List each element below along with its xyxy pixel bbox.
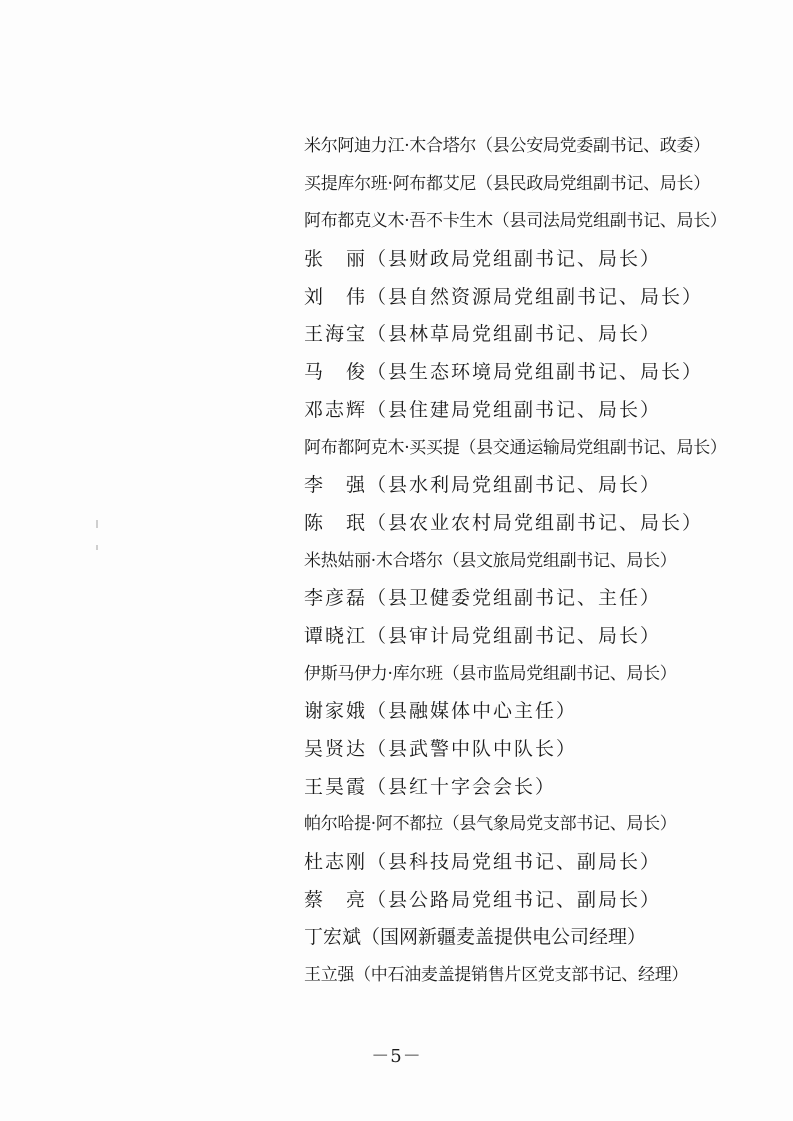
- member-line: 刘 伟（县自然资源局党组副书记、局长）: [304, 285, 704, 308]
- member-line: 李 强（县水利局党组副书记、局长）: [304, 474, 662, 497]
- member-line: 王海宝（县林草局党组副书记、局长）: [304, 323, 662, 346]
- member-list: [304, 128, 744, 995]
- member-line: 帕尔哈提·阿不都拉（县气象局党支部书记、局长）: [304, 814, 677, 835]
- member-line: 阿布都克义木·吾不卡生木（县司法局党组副书记、局长）: [304, 211, 727, 232]
- member-line: 阿布都阿克木·买买提（县交通运输局党组副书记、局长）: [304, 437, 727, 458]
- member-line: 丁宏斌（国网新疆麦盖提供电公司经理）: [304, 926, 647, 949]
- member-line: 王昊霞（县红十字会会长）: [304, 775, 557, 798]
- member-line: 王立强（中石油麦盖提销售片区党支部书记、经理）: [304, 965, 689, 986]
- member-line: 米热姑丽·木合塔尔（县文旅局党组副书记、局长）: [304, 550, 677, 571]
- member-line: 吴贤达（县武警中队中队长）: [304, 738, 578, 760]
- member-line: 谢家娥（县融媒体中心主任）: [304, 700, 578, 723]
- member-line: 马 俊（县生态环境局党组副书记、局长）: [304, 361, 704, 384]
- member-line: 买提库尔班·阿布都艾尼（县民政局党组副书记、局长）: [304, 173, 710, 194]
- scan-speck: [96, 545, 98, 550]
- member-line: 李彦磊（县卫健委党组副书记、主任）: [304, 587, 662, 610]
- scan-speck: [96, 520, 98, 528]
- member-line: 米尔阿迪力江·木合塔尔（县公安局党委副书记、政委）: [304, 136, 710, 156]
- member-line: 邓志辉（县住建局党组副书记、局长）: [304, 398, 662, 421]
- member-line: 谭晓江（县审计局党组副书记、局长）: [304, 624, 662, 647]
- member-line: 伊斯马伊力·库尔班（县市监局党组副书记、局长）: [304, 663, 677, 684]
- member-line: 张 丽（县财政局党组副书记、局长）: [304, 248, 662, 271]
- member-line: 蔡 亮（县公路局党组书记、副局长）: [304, 888, 662, 911]
- member-line: 杜志刚（县科技局党组书记、副局长）: [304, 851, 662, 874]
- member-line: 陈 珉（县农业农村局党组副书记、局长）: [304, 511, 704, 534]
- page-number: －5－: [371, 1046, 422, 1067]
